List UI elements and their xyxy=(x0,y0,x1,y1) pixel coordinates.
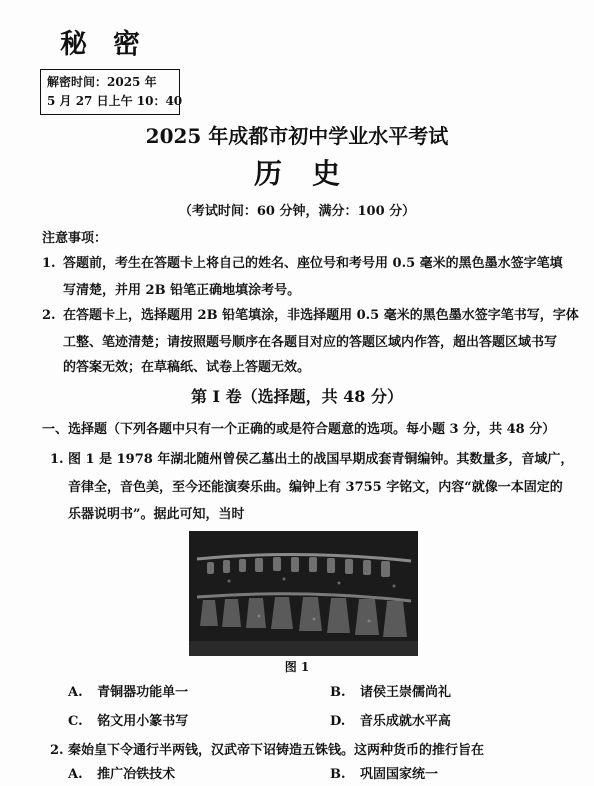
option-letter: B. xyxy=(330,767,346,782)
section-title: 第 I 卷（选择题，共 48 分） xyxy=(190,387,404,406)
option-b xyxy=(330,683,451,703)
option-text: 铭文用小篆书写 xyxy=(97,714,189,729)
option-text: 巩固国家统一 xyxy=(360,767,439,782)
option-c xyxy=(68,712,188,732)
part-heading: 一、选择题（下列各题中只有一个正确的或是符合题意的选项。每小题 3 分，共 48 分） xyxy=(42,422,556,437)
option-letter: B. xyxy=(330,685,346,700)
decrypt-time-line: 5 月 27 日上午 10：40 xyxy=(47,94,183,108)
decrypt-time-line: 解密时间：2025 年 xyxy=(47,75,157,89)
decrypt-time-box xyxy=(40,69,183,115)
figure-caption: 图 1 xyxy=(284,660,310,674)
notes-heading: 注意事项： xyxy=(42,231,108,246)
exam-meta: （考试时间：60 分钟，满分：100 分） xyxy=(178,204,416,219)
note-line: 写清楚，并用 2B 铅笔正确地填涂考号。 xyxy=(63,283,301,298)
note-line: 在答题卡上，选择题用 2B 铅笔填涂，非选择题用 0.5 毫米的黑色墨水签字笔书写，字体 xyxy=(63,308,579,323)
note-line: 的答案无效；在草稿纸、试卷上答题无效。 xyxy=(63,360,311,375)
question-line: 图 1 是 1978 年湖北随州曾侯乙墓出土的战国早期成套青铜编钟。其数量多，音域广， xyxy=(68,452,574,467)
question-line: 秦始皇下令通行半两钱，汉武帝下诏铸造五铢钱。这两种货币的推行旨在 xyxy=(68,743,485,758)
option-letter: D. xyxy=(330,714,346,729)
option-text: 青铜器功能单一 xyxy=(97,685,189,700)
option-a xyxy=(68,765,175,785)
option-letter: A. xyxy=(68,685,83,700)
option-text: 诸侯王崇儒尚礼 xyxy=(360,685,452,700)
note-line: 工整、笔迹清楚；请按照题号顺序在各题目对应的答题区域内作答，超出答题区域书写 xyxy=(63,335,558,350)
question-line: 乐器说明书”。据此可知，当时 xyxy=(68,507,245,522)
option-letter: C. xyxy=(68,714,83,729)
question-number: 2. xyxy=(50,743,64,758)
option-d xyxy=(330,712,451,732)
option-a xyxy=(68,683,188,703)
bronze-bells-photo xyxy=(189,531,418,656)
note-line: 答题前，考生在答题卡上将自己的姓名、座位号和考号用 0.5 毫米的黑色墨水签字笔填 xyxy=(63,256,563,271)
option-text: 音乐成就水平高 xyxy=(359,714,451,729)
note-number: 1. xyxy=(42,256,56,271)
subject-title: 历史 xyxy=(253,157,370,190)
question-number: 1. xyxy=(50,452,64,467)
option-letter: A. xyxy=(68,767,83,782)
option-text: 推广冶铁技术 xyxy=(97,767,176,782)
bronze-bells-photo-graphic xyxy=(189,531,418,656)
note-number: 2. xyxy=(42,308,56,323)
option-b xyxy=(330,765,438,785)
question-line: 音律全，音色美，至今还能演奏乐曲。编钟上有 3755 字铭文，内容“就像一本固定的 xyxy=(68,480,563,495)
secret-label: 秘密 xyxy=(60,29,166,60)
exam-title: 2025 年成都市初中学业水平考试 xyxy=(145,124,449,148)
